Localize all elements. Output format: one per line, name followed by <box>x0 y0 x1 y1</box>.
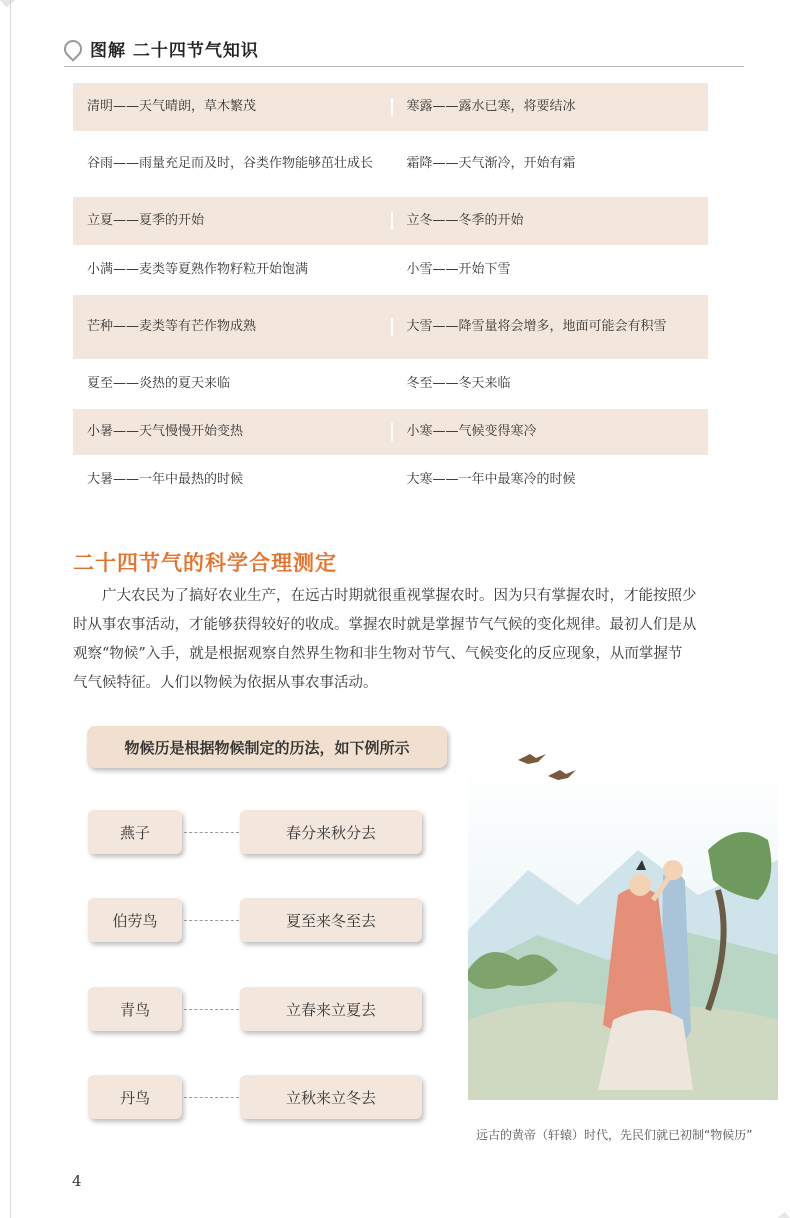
page-number: 4 <box>72 1172 82 1190</box>
table-cell: 小满——麦类等夏熟作物籽粒开始饱满 <box>87 262 309 277</box>
bird-label: 青鸟 <box>88 987 182 1031</box>
table-row <box>73 245 708 295</box>
table-cell: 冬至——冬天来临 <box>391 375 709 393</box>
paragraph-line: 气气候特征。人们以物候为依据从事农事活动。 <box>73 675 378 691</box>
yellow-emperor-illustration <box>468 720 778 1120</box>
table-cell: 清明——天气晴朗，草木繁茂 <box>87 99 257 114</box>
header-title: 图解 二十四节气知识 <box>90 41 259 61</box>
table-row <box>73 295 708 359</box>
paragraph-line: 时从事农事活动，才能够获得较好的收成。掌握农时就是掌握节气气候的变化规律。最初人们是从 <box>73 617 697 633</box>
page-corner-shadow <box>0 0 98 8</box>
migration-rule: 立秋来立冬去 <box>240 1075 422 1119</box>
page-edge <box>10 0 11 1218</box>
table-cell: 小寒——气候变得寒冷 <box>391 423 709 441</box>
bird-label: 丹鸟 <box>88 1075 182 1119</box>
table-row <box>73 409 708 455</box>
section-heading: 二十四节气的科学合理测定 <box>73 551 337 575</box>
table-cell: 立冬——冬季的开始 <box>391 212 709 230</box>
solar-terms-table <box>73 83 708 505</box>
table-cell: 寒露——露水已寒，将要结冰 <box>391 98 709 116</box>
table-row <box>73 131 708 197</box>
leaf-icon <box>60 36 85 61</box>
connector-line <box>184 1009 239 1010</box>
table-row <box>73 359 708 409</box>
paragraph-line: 观察“物候”入手，就是根据观察自然界生物和非生物对节气、气候变化的反应现象，从而掌握节 <box>73 646 683 662</box>
table-row <box>73 197 708 245</box>
phenology-banner: 物候历是根据物候制定的历法，如下例所示 <box>87 726 447 768</box>
table-cell: 大雪——降雪量将会增多，地面可能会有积雪 <box>391 318 709 336</box>
table-cell: 小雪——开始下雪 <box>391 261 709 279</box>
migration-rule: 春分来秋分去 <box>240 810 422 854</box>
connector-line <box>184 920 239 921</box>
table-row <box>73 83 708 131</box>
migration-rule: 立春来立夏去 <box>240 987 422 1031</box>
table-cell: 大暑——一年中最热的时候 <box>87 472 244 487</box>
bird-label: 伯劳鸟 <box>88 898 182 942</box>
table-cell: 立夏——夏季的开始 <box>87 213 205 228</box>
table-cell: 夏至——炎热的夏天来临 <box>87 376 231 391</box>
running-header <box>64 36 259 61</box>
connector-line <box>184 1097 239 1098</box>
bird-label: 燕子 <box>88 810 182 854</box>
body-paragraph <box>73 582 775 698</box>
table-cell: 霜降——天气渐冷，开始有霜 <box>391 155 709 173</box>
table-cell: 芒种——麦类等有芒作物成熟 <box>87 319 257 334</box>
illustration-caption: 远古的黄帝（轩辕）时代，先民们就已初制“物候历” <box>476 1128 753 1142</box>
header-rule <box>64 66 744 67</box>
paragraph-line: 广大农民为了搞好农业生产，在远古时期就很重视掌握农时。因为只有掌握农时，才能按照少 <box>102 588 697 604</box>
table-cell: 小暑——天气慢慢开始变热 <box>87 424 244 439</box>
migration-rule: 夏至来冬至去 <box>240 898 422 942</box>
page-corner-shadow <box>701 1212 790 1218</box>
table-row <box>73 455 708 505</box>
table-cell: 大寒——一年中最寒冷的时候 <box>391 471 709 489</box>
table-cell: 谷雨——雨量充足而及时，谷类作物能够茁壮成长 <box>87 156 374 171</box>
connector-line <box>184 832 239 833</box>
